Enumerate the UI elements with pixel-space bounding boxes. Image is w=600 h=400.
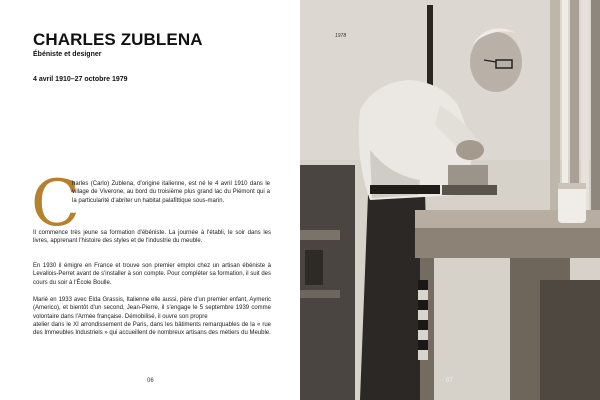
paragraph: atelier dans le XI arrondissement de Paris, dans les bâtiments remarquables de la « rue des Immeubles Industriels » qui accueillent de nombreux artisans des métiers du Meuble. — [33, 322, 271, 337]
paragraph: En 1930 il émigre en France et trouve son premier emploi chez un artisan ébéniste à Levallois-Perret avant de s'installer à son compte. Pour compléter sa formation, il suit des cours du soir à l'École Boulle. — [33, 263, 271, 286]
page-number-left: 06 — [147, 378, 154, 384]
right-page — [300, 0, 600, 400]
page-subtitle: Ébéniste et designer — [33, 51, 102, 58]
workshop-photo — [300, 0, 600, 400]
page-title: CHARLES ZUBLENA — [33, 30, 203, 49]
life-dates: 4 avril 1910–27 octobre 1979 — [33, 76, 128, 83]
paragraph: Il commence très jeune sa formation d'ébéniste. La journée à l'établi, le soir dans les livres, apprenant l'histoire des styles et de l'industrie du meuble. — [33, 230, 271, 245]
drop-cap: C — [31, 167, 80, 241]
paragraph: harles (Carlo) Zublena, d'origine italienne, est né le 4 avril 1910 dans le village de Viverone, au bord du troisième plus grand lac du Piémont qui a la particularité d'abriter un habitat palafittique sous-marin. — [72, 181, 270, 204]
page-number-right: 07 — [446, 378, 453, 384]
photo-year: 1978 — [335, 33, 347, 39]
paragraph: Marié en 1933 avec Elda Grassis, Italienne elle aussi, père d'un premier enfant, Aymeric (Americo), et bientôt d'un second, Jean-Pierre, il s'engage le 5 septembre 1939 comme volontaire dans l'Armée française. Démobilisé, il ouvre son propre — [33, 297, 271, 320]
